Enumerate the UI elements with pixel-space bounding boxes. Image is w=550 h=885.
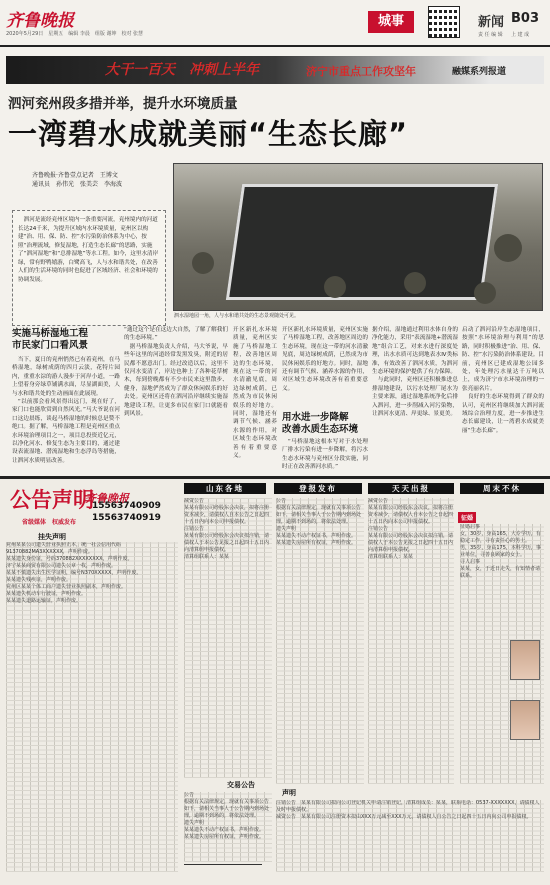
banner-series: 融媒系列报道 xyxy=(452,67,507,77)
article-col-3: 开区新扎水环境质量，兖州区实施了马桥湿地工程，改善地区周边的生态环境，现在这一带的河水清澈见底，周边绿树成荫，已然成为市民休闲娱乐的好地方。同时，湿地还有调节气候、涵养水源的作用，对区域生态环境改善有着重要意义。 xyxy=(282,327,368,392)
footer-rule xyxy=(184,864,262,874)
ads-column-header: 山东各地 xyxy=(184,483,266,494)
ads-column-header: 周末不休 xyxy=(460,483,544,494)
ads-tagline: 省级媒体 权威发布 xyxy=(22,519,77,526)
ads-column-3: 公告 根据有关法律规定，现就有关事项公告如下，请相关当事人于公告期内到场处理，逾期不到场的，将依法处理。 遗失声明 某某遗失不动产权证书，声明作废。 某某遗失房屋所有权证，声明作废。 xyxy=(276,498,364,784)
notice-label: 声明 xyxy=(282,789,296,797)
article-col-5: 启动了泗河沿岸生态湿地项目，按照“水环境治理与利用”的思路，同时积极推进“治、用、保、防、控”水污染防治体系建设。目前，兖州区已建成湿地公园多处，年处理污水量达千万吨以上，成为济宁市水环境治理的一张亮丽名片。 良好的生态环境得到了群众的认可，兖州区将继续加大泗河流域综合治理力度，进一步推进生态长廊建设，让一湾碧水成就美丽“生态长廊”。 xyxy=(462,327,544,434)
intro-text: 泗河是流经兖州区境内一条重要河流，兖州境内的河道长达24千米，为提升区域内水环境质量，兖州区以构建“治、用、保、防、控”水污染防治体系为中心，按照“治理流域，修复湿地，打造生态长廊”的思路，实施了“泗河湿地”和“总排湿地”等水工程。如今，这里水清岸绿，常有野鸭嬉游，白鹭高飞，人与水和谐共处，在改善人们的生活环境的同时也促进了区域经济、社会和环境的协调发展。 xyxy=(18,217,159,283)
ads-first-heading: 挂失声明 xyxy=(38,533,66,541)
ads-phones xyxy=(92,500,161,524)
section1-title: 实施马桥湿地工程 市民家门口看风景 xyxy=(12,328,89,351)
byline-reporter: 齐鲁晚报·齐鲁壹点记者 王博文 xyxy=(32,172,118,179)
ads-column-header: 登报发布 xyxy=(274,483,362,494)
ads-title: 公告声明 xyxy=(10,487,94,512)
photo-tree xyxy=(404,272,426,294)
subheadline: 泗河兖州段多措并举，提升水环境质量 xyxy=(8,96,238,112)
paper-logo: 齐鲁晚报 xyxy=(6,11,74,31)
dateline: 2020年5月29日 星期五 编辑 李晨 组版 谢坤 校对 张慧 xyxy=(6,31,144,37)
masthead xyxy=(0,0,550,44)
ads-column-2: 减资公告 某某有限公司经股东会决议，拟将注册资本减少，请债权人自本公告之日起四十五日内向本公司申报债权。 注销公告 某某有限公司经股东会决议拟注销，请债权人于本公告见报之日起四十五日内向清算组申报债权。 清算组联系人：某某 xyxy=(184,498,272,778)
photo-tree xyxy=(474,282,496,304)
banner-slogan: 大干一百天 冲刺上半年 xyxy=(105,62,259,78)
ads-bottom-left: 公告 根据有关法律规定，现就有关事项公告如下，请相关当事人于公告期内到场处理，逾期不到场的，将依法处理。 遗失声明 某某遗失不动产权证书，声明作废。 某某遗失房屋所有权证，声明作废。 xyxy=(184,792,272,862)
byline-correspondents: 通讯员 孙伟光 张美芸 李海波 xyxy=(32,181,123,188)
ads-column-1: 兖州某某公司遗失营业执照正本，统一社会信用代码91370882MA3XXXXXX，声明作废。 某某遗失身份证，号码370882XXXXXXXX，声明作废。 济宁某某商贸有限公司遗失公章一枚，声明作废。 某某不慎遗失出生医学证明，编号N370XXXXX，声明作废。 某某遗失残疾证，声明作废。 兖州区某某个体工商户遗失营业执照副本，声明作废。 某某遗失机动车行驶证，声明作废。 某某遗失道路运输证，声明作废。 xyxy=(6,542,178,872)
article-col-3a: 开区新扎水环境质量，兖州区实施了马桥湿地工程，改善地区周边的生态环境，现在这一带的河水清澈见底，周边绿树成荫，已然成为市民休闲娱乐的好地方。同时，湿地还有调节气候、涵养水源的作用，对区域生态环境改善有着重要意义。 xyxy=(233,327,277,460)
wetland-photo xyxy=(173,163,543,311)
ads-column-5: 征婚启事 女，30岁，身高165，大专学历，有稳定工作，寻有责任心的男士。 男，35岁，身高175，本科学历，事业单位，寻善良顾家的女士。 寻人启事 某某，女，于近日走失，有知情者请联系。 xyxy=(460,524,544,784)
article-col-3b: “马桥湿地这根本写对于水处理厂排水污染有进一步降解，将污水生态水环境与兖州区分段实施，同时正在改善泗河水质。” xyxy=(282,439,368,471)
article-col-4: 据介绍，湿地通过利用水体自身的净化能力，采用“表流湿地+潜流湿地”组合工艺，对来水进行深度处理，出水水质可达到地表水Ⅳ类标准，有效改善了泗河水质，为泗河生态环境的保护提供了有力保障。 与此同时，兖州区还积极推进总排湿地建设，以污水处理厂尾水为主要来源，通过湿地系统净化后排入泗河，进一步削减入河污染物，让泗河水更清、岸更绿、景更美。 xyxy=(372,327,458,418)
wanted-label: 征婚 xyxy=(458,512,476,523)
section2-title: 用水进一步降解 改善水质生态环境 xyxy=(282,412,359,435)
ads-column-4: 减资公告 某某有限公司经股东会决议，拟将注册资本减少，请债权人自本公告之日起四十五日内向本公司申报债权。 注销公告 某某有限公司经股东会决议拟注销，请债权人于本公告见报之日起四十五日内向清算组申报债权。 清算组联系人：某某 xyxy=(368,498,454,784)
article-col-2: “通过这个是在这边大自然，了解了解我们的生态环境。” 据马桥湿地负责人介绍，马大爷说，早些年这里的河道经常发黑发臭，附近的居民都不愿意出门。经过改造以后，这里不仅河水变清了，岸边也种上了各种花草树木，每到傍晚都有不少市民来这里散步、健身，湿地俨然成为了群众休闲娱乐的好去处。兖州区还将在泗河沿岸继续实施湿地建设工程，让更多市民在家门口就能看到风景。 xyxy=(124,327,228,418)
section-tag: 城事 xyxy=(368,11,414,33)
ads-phone-2: 15563740919 xyxy=(92,513,161,523)
section-name: 新闻 xyxy=(478,15,505,30)
masthead-rule xyxy=(0,45,550,47)
byline xyxy=(32,171,162,189)
page-number: B03 xyxy=(511,11,539,26)
editors-line: 责 任 编 辑 上 建 成 xyxy=(478,32,530,38)
photo-caption: 泗水湿地园一角，人与水和谐共处的生态景观随处可见。 xyxy=(174,313,300,319)
photo-tree xyxy=(494,234,522,262)
photo-tree xyxy=(324,276,346,298)
photo-pond xyxy=(226,184,498,300)
portrait-photo xyxy=(510,640,540,680)
photo-tree xyxy=(192,252,214,274)
ads-bottom-right: 注销公告 某某有限公司拟向公司登记机关申请注销登记，清算组成员：某某，联系电话：0537-XXXXXXX，请债权人及时申报债权。 减资公告 某某有限公司注册资本拟由XXX万元减至XXX万元，请债权人自公告之日起四十五日内向公司申报债权。 xyxy=(276,800,544,872)
headline: 一湾碧水成就美丽“生态长廊” xyxy=(8,117,409,151)
portrait-photo xyxy=(510,700,540,740)
ads-column-header: 天天出报 xyxy=(368,483,454,494)
article-col-1: 当下，夏日的兖州悄然已有着兖州，在马桥湿地，绿树成荫的四月云淡，花特片园内，重重水淙的游人漫步于河岸小道，一路上望着身旁绿草铺满水面，尽显湖面美，人与水和谐共处的生动画面在此展现。 “以前那会看风景得出远门，现在好了，家门口也能欣赏到自然风光。”马大爷说在河口这边晨练，谈起马桥湿地的时候总是赞不绝口。据了解，马桥湿地工程是兖州区重点水环境治理项目之一，项目总投资近亿元，以净化河水、修复生态为主要目的，通过建设表流湿地、潜流湿地和生态浮岛等措施，让泗河水质明显改善。 xyxy=(12,357,120,464)
ads-logo: 齐鲁晚报 xyxy=(85,492,129,505)
ads-rule xyxy=(0,476,550,479)
ads-phone-1: 15563740909 xyxy=(92,501,161,511)
banner-topic: 济宁市重点工作攻坚年 xyxy=(306,65,416,78)
qr-code-icon xyxy=(428,6,460,38)
trading-label: 交易公告 xyxy=(227,781,255,789)
